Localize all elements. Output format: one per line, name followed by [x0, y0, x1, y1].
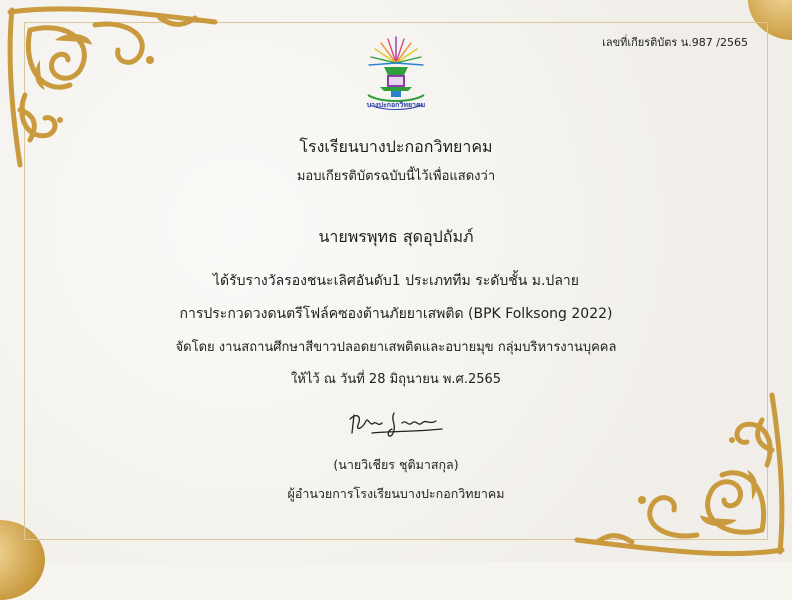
certificate-number: เลขที่เกียรติบัตร น.987 /2565	[602, 36, 748, 49]
signature-icon	[342, 405, 452, 445]
contest-text: การประกวดวงดนตรีโฟล์คซองต้านภัยยาเสพติด (BPK Folksong 2022)	[179, 306, 613, 322]
presents-text: มอบเกียรติบัตรฉบับนี้ไว้เพื่อแสดงว่า	[296, 169, 496, 184]
signer-name: (นายวิเชียร ชุติมาสกุล)	[333, 457, 459, 472]
school-logo-caption: บางปะกอกวิทยาคม	[366, 101, 426, 109]
organizer-text: จัดโดย งานสถานศึกษาสีขาวปลอดยาเสพติดและอบายมุข กลุ่มบริหารงานบุคคล	[175, 340, 617, 355]
recipient-name: นายพรพุทธ สุดอุปถัมภ์	[318, 227, 474, 246]
issue-date: ให้ไว้ ณ วันที่ 28 มิถุนายน พ.ศ.2565	[290, 372, 502, 387]
school-name: โรงเรียนบางปะกอกวิทยาคม	[299, 137, 493, 156]
award-text: ได้รับรางวัลรองชนะเลิศอันดับ1 ประเภททีม ระดับชั้น ม.ปลาย	[213, 273, 579, 289]
signer-position: ผู้อำนวยการโรงเรียนบางปะกอกวิทยาคม	[287, 486, 505, 501]
